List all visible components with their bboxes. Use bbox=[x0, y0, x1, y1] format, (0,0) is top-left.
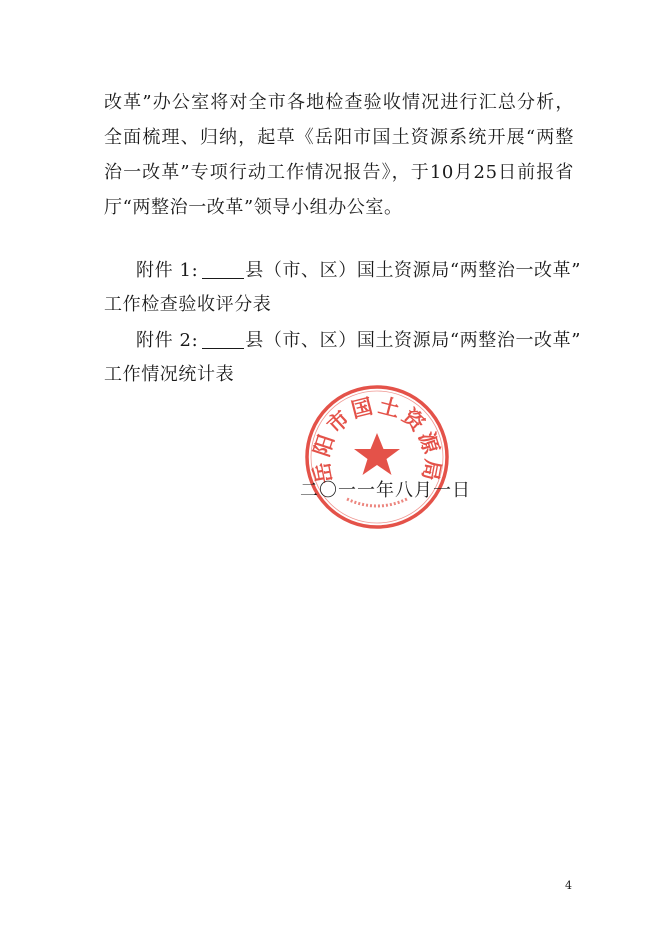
document-date: 二〇一一年八月一日 bbox=[300, 480, 471, 501]
attachment-1-suffix: 县（市、区）国土资源局“两整治一改革” bbox=[245, 260, 582, 281]
attachment-1-continuation: 工作检查验收评分表 bbox=[104, 294, 272, 315]
official-seal bbox=[303, 383, 451, 531]
attachment-2-line bbox=[136, 326, 581, 352]
attachment-1-line bbox=[136, 256, 581, 282]
attachment-2-continuation: 工作情况统计表 bbox=[104, 364, 235, 385]
attachment-2-suffix: 县（市、区）国土资源局“两整治一改革” bbox=[245, 330, 582, 351]
body-paragraph: 改革”办公室将对全市各地检查验收情况进行汇总分析，全面梳理、归纳，起草《岳阳市国土资源系统开展“两整治一改革”专项行动工作情况报告》，于10月25日前报省厅“两整治一改革”领导小组办公室。 bbox=[104, 92, 574, 218]
attachment-2-blank bbox=[202, 331, 244, 349]
svg-text:岳阳市国土资源局: 岳阳市国土资源局 bbox=[308, 393, 446, 486]
attachment-1-blank bbox=[202, 261, 244, 279]
attachment-1-prefix: 附件 1: bbox=[136, 260, 199, 281]
page-number: 4 bbox=[565, 879, 572, 892]
attachment-2-prefix: 附件 2: bbox=[136, 330, 199, 351]
